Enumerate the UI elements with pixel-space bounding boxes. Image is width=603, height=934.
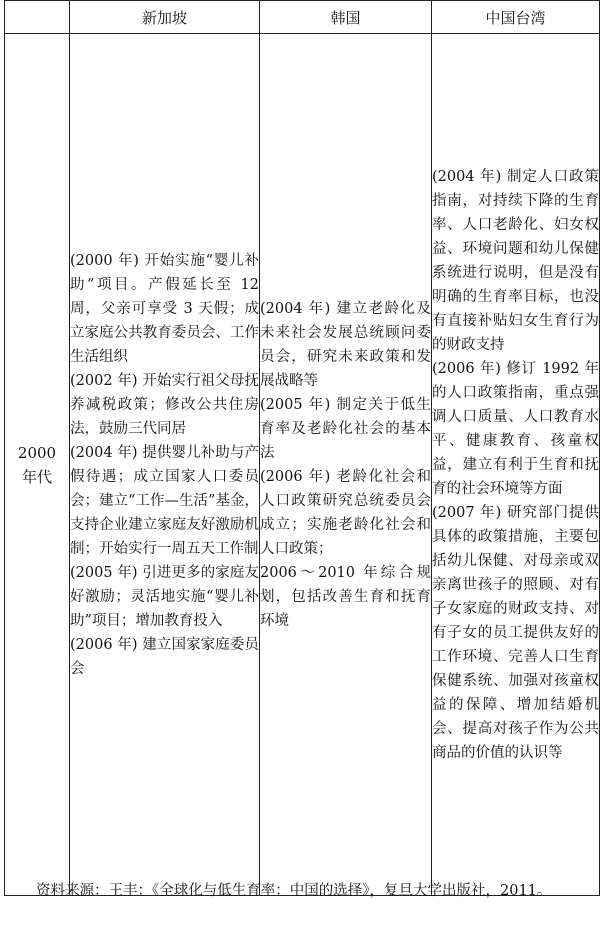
header-singapore: 新加坡 bbox=[70, 1, 260, 34]
singapore-item: (2004 年) 提供婴儿补助与产假待遇；成立国家人口委员会；建立“工作—生活”基金，支持企业建立家庭友好激励机制；开始实行一周五天工作制 bbox=[70, 444, 259, 557]
singapore-item: (2000 年) 开始实施“婴儿补助”项目。产假延长至 12 周，父亲可享受 3 天假；成立家庭公共教育委员会、工作生活组织 bbox=[70, 252, 259, 365]
header-row bbox=[5, 1, 600, 34]
source-note: 资料来源：王丰：《全球化与低生育率：中国的选择》，复旦大学出版社，2011。 bbox=[36, 883, 552, 899]
taiwan-cell bbox=[432, 34, 600, 896]
header-taiwan: 中国台湾 bbox=[432, 1, 600, 34]
singapore-cell bbox=[70, 34, 260, 896]
row-2000s bbox=[5, 34, 600, 896]
header-korea: 韩国 bbox=[260, 1, 432, 34]
taiwan-item: (2004 年) 制定人口政策指南，对持续下降的生育率、人口老龄化、妇女权益、环境问题和幼儿保健系统进行说明，但是没有明确的生育率目标，也没有直接补贴妇女生育行为的财政支持 bbox=[432, 168, 599, 353]
taiwan-item: (2006 年) 修订 1992 年的人口政策指南，重点强调人口质量、人口教育水平、健康教育、孩童权益，建立有利于生育和抚育的社会环境等方面 bbox=[432, 360, 599, 497]
singapore-item: (2005 年) 引进更多的家庭友好激励；灵活地实施“婴儿补助”项目；增加教育投入 bbox=[70, 564, 259, 629]
korea-cell bbox=[260, 34, 432, 896]
header-period bbox=[5, 1, 70, 34]
period-label: 2000 年代 bbox=[17, 443, 57, 486]
korea-item: (2005 年) 制定关于低生育率及老龄化社会的基本法 bbox=[260, 396, 431, 461]
taiwan-item: (2007 年) 研究部门提供具体的政策措施，主要包括幼儿保健、对母亲或双亲离世孩子的照顾、对有子女家庭的财政支持、对有子女的员工提供友好的工作环境、完善人口生育保健系统、加强对孩童权益的保障、增加结婚机会、提高对孩子作为公共商品的价值的认识等 bbox=[432, 504, 599, 761]
period-cell bbox=[5, 34, 70, 896]
policy-table bbox=[4, 0, 600, 896]
singapore-item: (2002 年) 开始实行祖父母抚养减税政策；修改公共住房法，鼓励三代同居 bbox=[70, 372, 259, 437]
singapore-item: (2006 年) 建立国家家庭委员会 bbox=[70, 636, 259, 677]
korea-item: (2006 年) 老龄化社会和人口政策研究总统委员会成立；实施老龄化社会和人口政策； bbox=[260, 468, 431, 557]
korea-item: 2006～2010 年综合规划，包括改善生育和抚育环境 bbox=[260, 564, 431, 629]
korea-item: (2004 年) 建立老龄化及未来社会发展总统顾问委员会，研究未来政策和发展战略等 bbox=[260, 300, 431, 389]
